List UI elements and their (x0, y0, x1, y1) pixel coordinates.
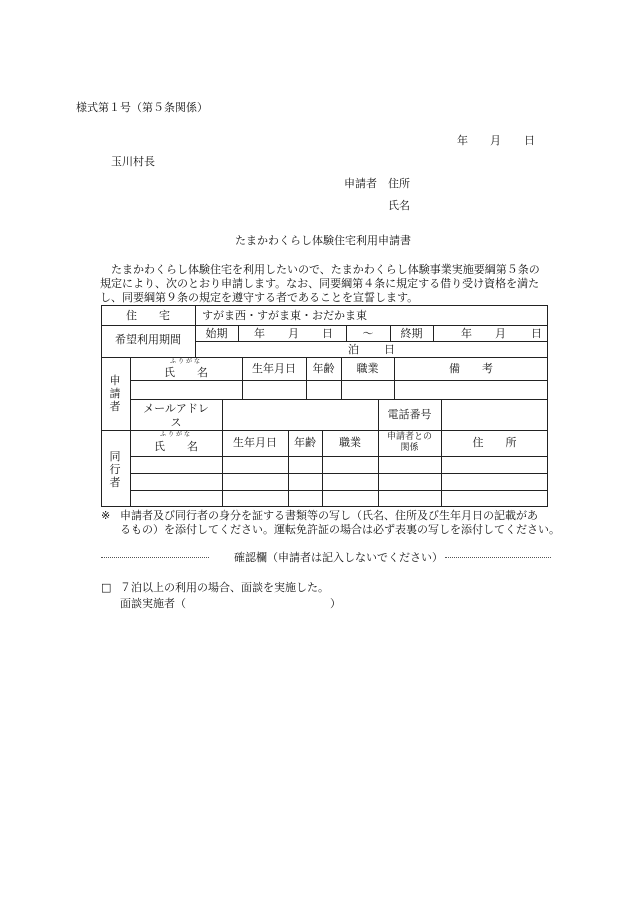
period-tilde: ～ (362, 327, 374, 340)
confirm-divider-left (101, 557, 209, 558)
relation-header-line-2: 関係 (400, 443, 419, 453)
companion-occupation-header: 職業 (339, 436, 361, 449)
addressee: 玉川村長 (111, 155, 155, 168)
note-line-1: 申請者及び同行者の身分を証する書類等の写し（氏名、住所及び生年月日の記載があ (120, 509, 538, 522)
companion-name-header: 氏 名 (154, 440, 198, 453)
house-value: すがま西・すがま東・おだかま東 (202, 309, 367, 322)
period-label: 希望利用期間 (115, 333, 181, 346)
interviewer-label: 面談実施者（ (120, 597, 186, 610)
companion-age-header: 年齢 (294, 436, 316, 449)
applicant-birthdate-header: 生年月日 (252, 362, 296, 375)
applicant-remarks-header: 備 考 (449, 362, 493, 375)
companion-furigana: ふりがな (159, 431, 192, 438)
phone-label: 電話番号 (387, 408, 432, 421)
applicant-name-header: 氏 名 (164, 366, 208, 379)
house-label: 住 宅 (126, 309, 170, 322)
start-year: 年 (254, 327, 265, 340)
applicant-age-header: 年齢 (312, 362, 335, 375)
note-mark: ※ (101, 509, 111, 522)
relation-header-line-1: 申請者との (386, 432, 432, 442)
start-day: 日 (322, 327, 333, 340)
companion-section-label: 同行者 (109, 450, 121, 489)
address-label: 住所 (388, 177, 410, 190)
nights-label: 泊 (348, 343, 359, 356)
body-line-2: 規定により、次のとおり申請します。なお、同要綱第４条に規定する借り受け資格を満た (100, 277, 540, 290)
page-title: たまかわくらし体験住宅利用申請書 (235, 234, 411, 247)
end-year: 年 (461, 327, 472, 340)
confirm-divider-right (445, 557, 551, 558)
date-day-label: 日 (524, 134, 535, 147)
name-label: 氏名 (388, 199, 410, 212)
companion-birthdate-header: 生年月日 (233, 436, 277, 449)
applicant-occupation-header: 職業 (356, 362, 379, 375)
interview-check-text: ７泊以上の利用の場合、面談を実施した。 (120, 581, 329, 594)
applicant-section-label: 申請者 (109, 374, 121, 413)
interviewer-close-paren: ） (330, 597, 341, 610)
nights-day-label: 日 (384, 343, 395, 356)
end-day: 日 (531, 327, 542, 340)
end-label: 終期 (400, 327, 423, 340)
email-label-line-1: メールアドレ (143, 402, 209, 415)
date-month-label: 月 (490, 134, 501, 147)
start-month: 月 (288, 327, 299, 340)
form-number: 様式第１号（第５条関係） (76, 101, 208, 114)
applicant-furigana: ふりがな (169, 358, 202, 365)
date-year-label: 年 (457, 134, 468, 147)
confirm-heading: 確認欄（申請者は記入しないでください） (234, 551, 443, 564)
interview-checkbox[interactable]: □ (101, 581, 112, 594)
end-month: 月 (495, 327, 506, 340)
note-line-2: るもの）を添付してください。運転免許証の場合は必ず表裏の写しを添付してください。 (120, 523, 560, 536)
email-label-line-2: ス (170, 416, 182, 429)
start-label: 始期 (205, 327, 228, 340)
body-line-1: たまかわくらし体験住宅を利用したいので、たまかわくらし体験事業実施要綱第５条の (111, 263, 540, 276)
companion-address-header: 住 所 (472, 436, 517, 449)
body-line-3: し、同要綱第９条の規定を遵守する者であることを宣誓します。 (100, 291, 419, 304)
applicant-label: 申請者 (344, 177, 377, 190)
